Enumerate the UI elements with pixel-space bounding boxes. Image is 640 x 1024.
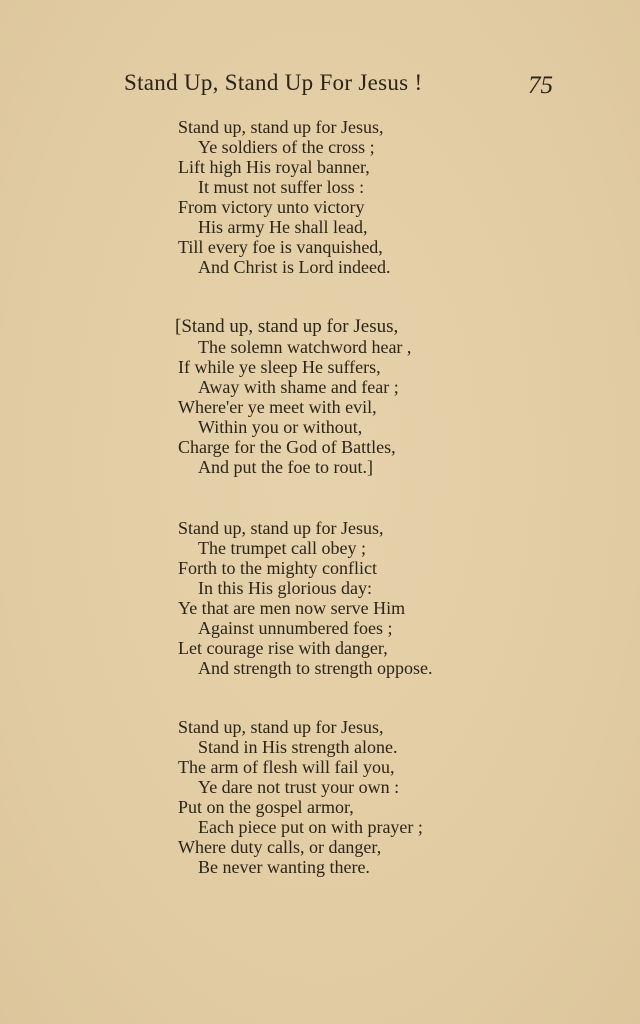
verse-line: Stand up, stand up for Jesus, bbox=[178, 717, 384, 737]
verse-line: Till every foe is vanquished, bbox=[178, 237, 383, 257]
verse-line: Stand up, stand up for Jesus, bbox=[178, 117, 384, 137]
stanza-4 bbox=[178, 717, 423, 877]
verse-line: And put the foe to rout.] bbox=[198, 457, 373, 477]
verse-line: Put on the gospel armor, bbox=[178, 797, 354, 817]
verse-line: Let courage rise with danger, bbox=[178, 638, 388, 658]
verse-line: Be never wanting there. bbox=[198, 857, 370, 877]
verse-line: In this His glorious day: bbox=[198, 578, 372, 598]
verse-line: Stand up, stand up for Jesus, bbox=[178, 518, 384, 538]
stanza-3 bbox=[178, 518, 432, 678]
verse-line: The solemn watchword hear , bbox=[198, 337, 412, 357]
verse-line: From victory unto victory bbox=[178, 197, 365, 217]
verse-line: The arm of flesh will fail you, bbox=[178, 757, 395, 777]
verse-line: Lift high His royal banner, bbox=[178, 157, 370, 177]
verse-line: Away with shame and fear ; bbox=[198, 377, 399, 397]
running-head-title: Stand Up, Stand Up For Jesus ! bbox=[124, 70, 423, 95]
stanza-2 bbox=[175, 316, 412, 477]
verse-line: Each piece put on with prayer ; bbox=[198, 817, 423, 837]
verse-line: Stand in His strength alone. bbox=[198, 737, 398, 757]
verse-line: Ye that are men now serve Him bbox=[178, 598, 406, 618]
verse-line: Ye soldiers of the cross ; bbox=[198, 137, 375, 157]
verse-line: [Stand up, stand up for Jesus, bbox=[175, 316, 399, 337]
verse-line: Against unnumbered foes ; bbox=[198, 618, 393, 638]
verse-line: The trumpet call obey ; bbox=[198, 538, 366, 558]
page-number: 75 bbox=[528, 72, 553, 99]
verse-line: Ye dare not trust your own : bbox=[198, 777, 400, 797]
verse-line: His army He shall lead, bbox=[198, 217, 368, 237]
verse-line: Where'er ye meet with evil, bbox=[178, 397, 377, 417]
verse-line: And strength to strength oppose. bbox=[198, 658, 433, 678]
verse-line: It must not suffer loss : bbox=[198, 177, 365, 197]
verse-line: Where duty calls, or danger, bbox=[178, 837, 382, 857]
verse-line: And Christ is Lord indeed. bbox=[198, 257, 391, 277]
verse-line: Within you or without, bbox=[198, 417, 363, 437]
verse-line: Charge for the God of Battles, bbox=[178, 437, 396, 457]
verse-line: Forth to the mighty conflict bbox=[178, 558, 377, 578]
verse-line: If while ye sleep He suffers, bbox=[178, 357, 381, 377]
stanza-1 bbox=[178, 117, 390, 277]
